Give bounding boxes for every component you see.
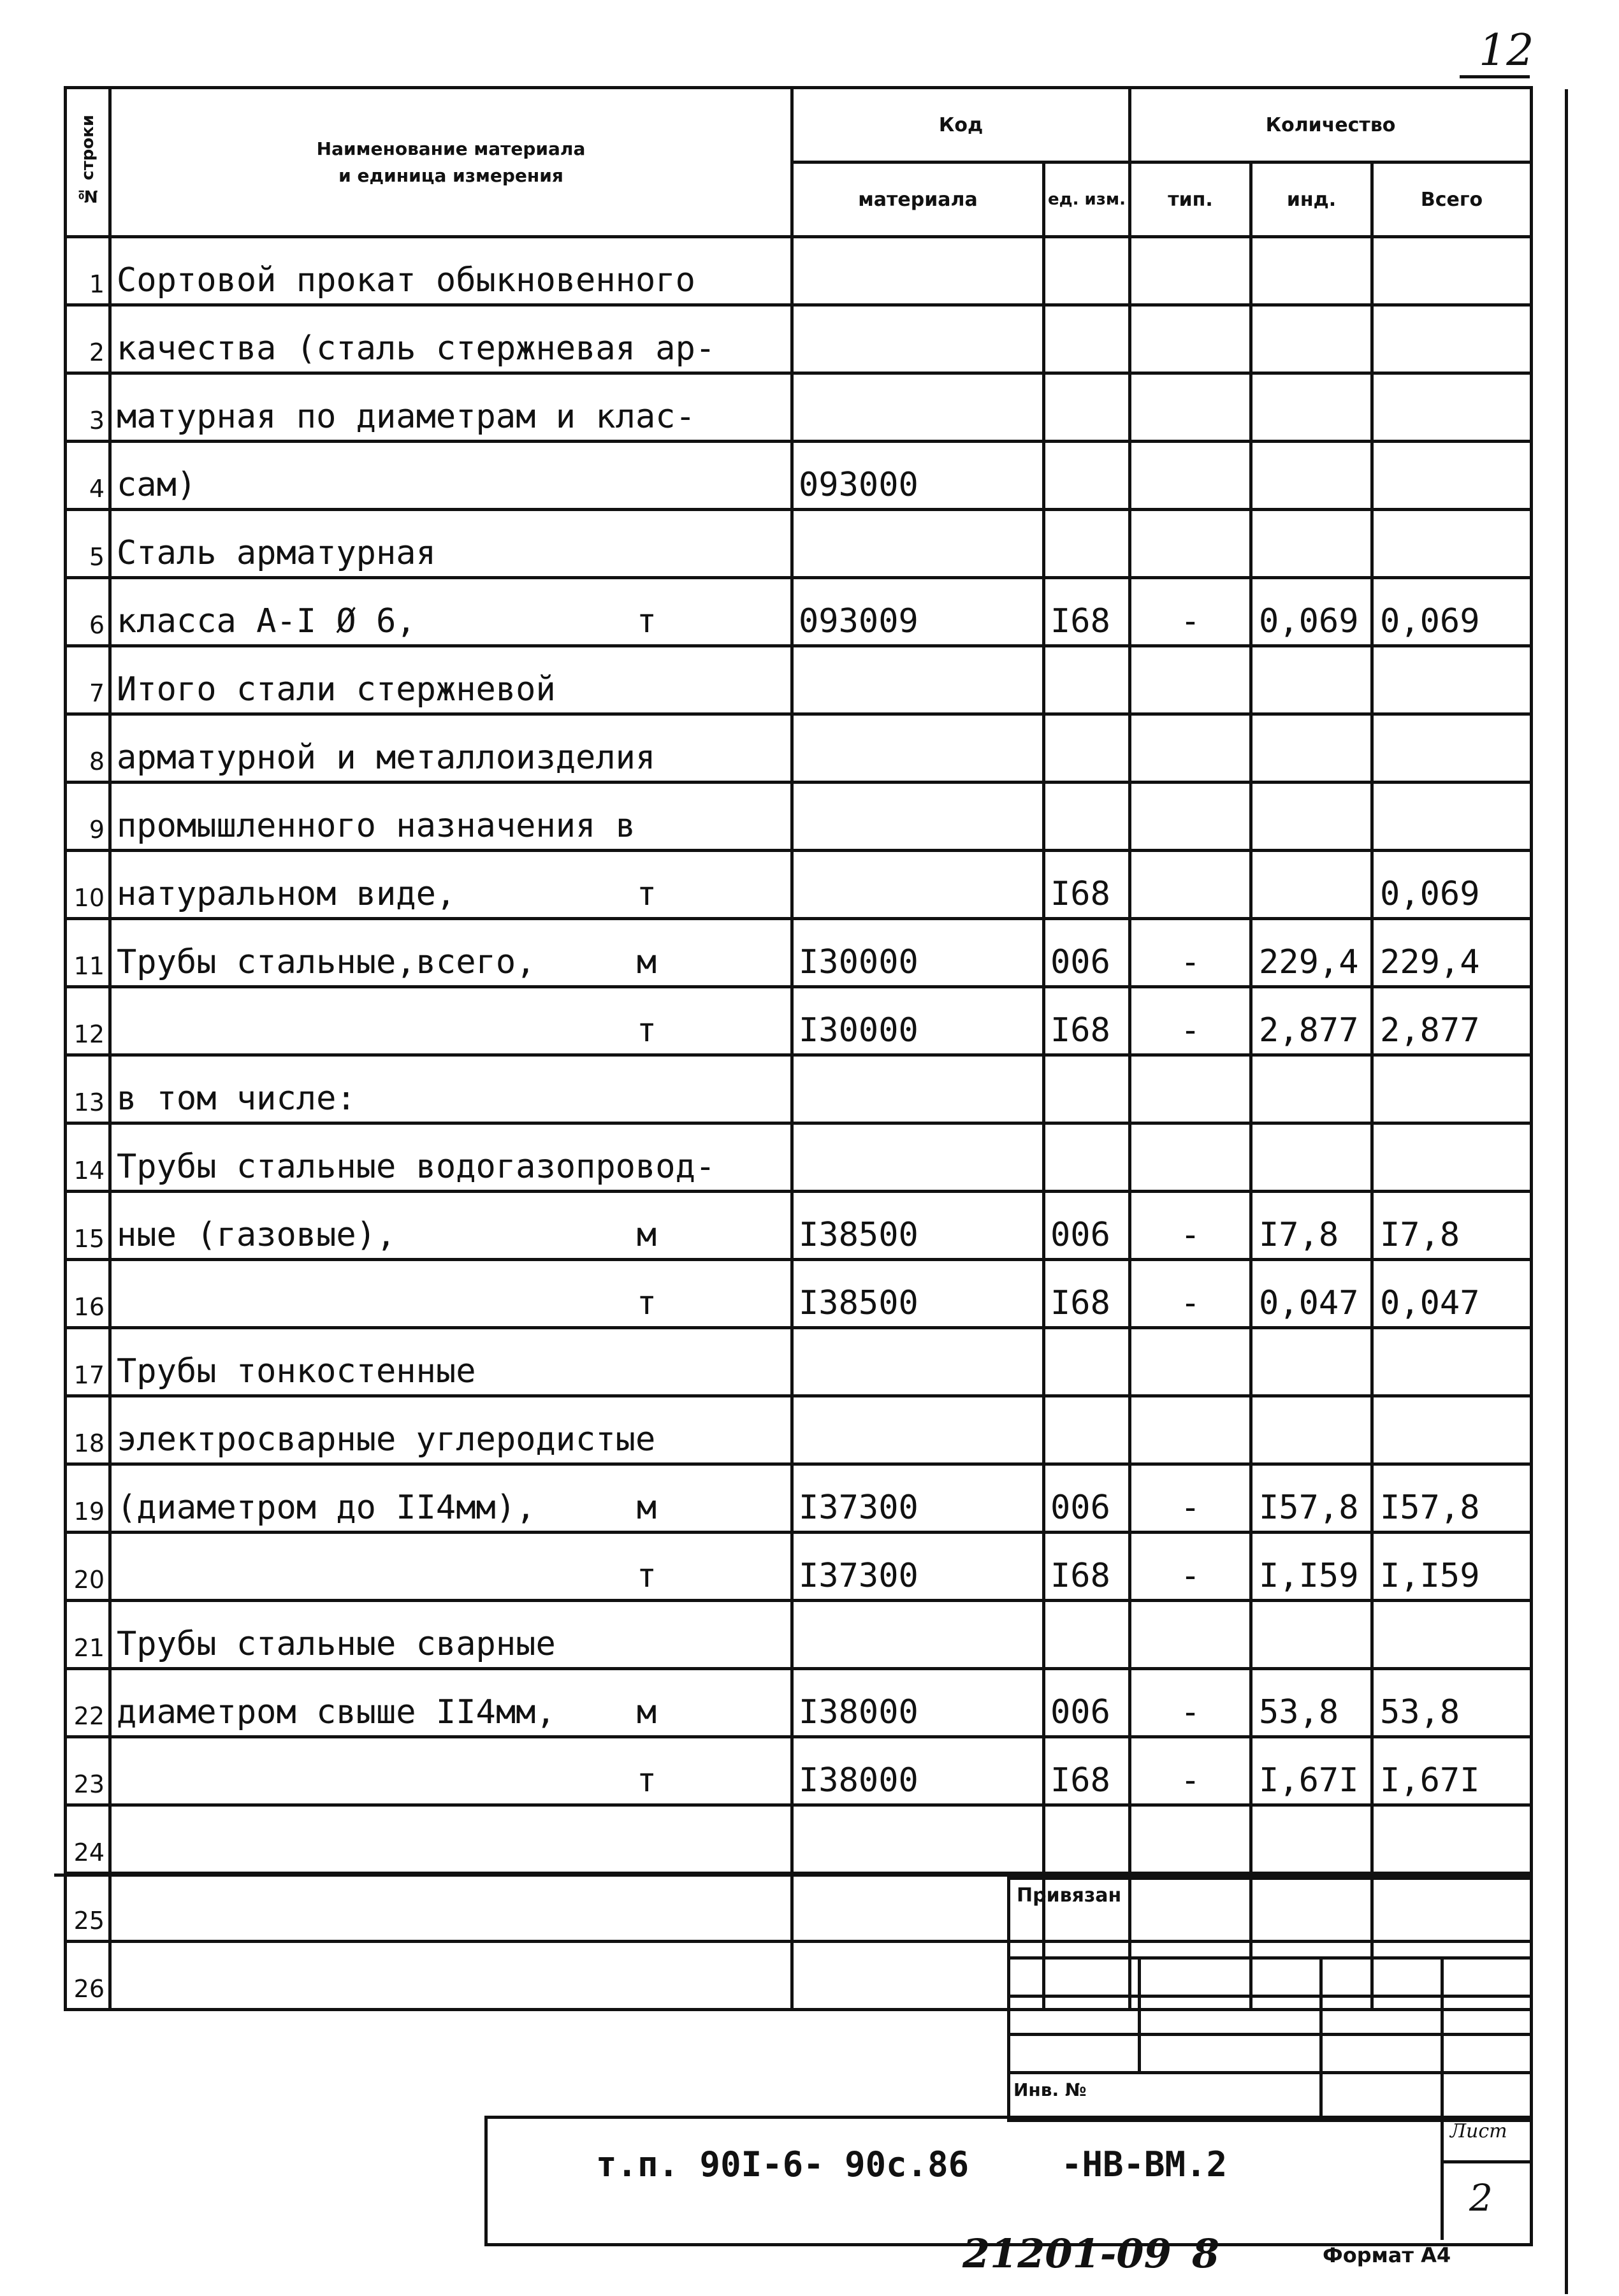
material-name-cell [110,1123,792,1192]
total-quantity-cell [1372,442,1532,510]
row-number-cell: 6 [66,578,110,646]
unit-of-measure: т [636,875,657,913]
material-code-cell [792,714,1044,783]
material-name-text: Трубы стальные водогазопровод- [117,1148,716,1186]
typ-quantity-cell [1130,442,1251,510]
row-number-cell: 17 [66,1328,110,1396]
material-code-cell [792,1055,1044,1123]
table-row [66,919,1532,987]
table-row [66,373,1532,442]
typ-quantity-cell: - [1130,1192,1251,1260]
material-code-cell [792,783,1044,851]
table-row [66,1192,1532,1260]
typ-quantity-cell: - [1130,578,1251,646]
row-number-cell: 5 [66,510,110,578]
sheet-label: Лист [1450,2120,1507,2142]
stamp-line [1007,1956,1530,1960]
table-body [66,237,1532,2010]
total-quantity-cell [1372,510,1532,578]
typ-quantity-cell: - [1130,1737,1251,1805]
header-col-total: Всего [1372,162,1532,237]
material-name-cell [110,1805,792,1874]
typ-quantity-cell: - [1130,919,1251,987]
stamp-vline [1319,1956,1323,2116]
sheet-divider [1441,2116,1444,2240]
total-quantity-cell: I,I59 [1372,1533,1532,1601]
total-quantity-cell [1372,1396,1532,1464]
unit-code-cell: 006 [1044,1192,1130,1260]
typ-quantity-cell [1130,1123,1251,1192]
inventory-number-label: Инв. № [1013,2079,1087,2100]
row-number-cell: 26 [66,1942,110,2010]
typ-quantity-cell [1130,510,1251,578]
material-name-cell [110,373,792,442]
unit-code-cell [1044,1328,1130,1396]
typ-quantity-cell [1130,237,1251,305]
material-code-cell [792,305,1044,373]
typ-quantity-cell [1130,646,1251,714]
row-number-cell: 10 [66,851,110,919]
material-name-cell [110,851,792,919]
materials-table [64,86,1533,2011]
material-code-cell: 093000 [792,442,1044,510]
header-name-line2: и единица измерения [338,164,563,186]
page-number-underline [1460,75,1530,78]
material-name-cell [110,1601,792,1669]
typ-quantity-cell [1130,1805,1251,1874]
stamp-vline [1138,1956,1141,2071]
ind-quantity-cell [1251,714,1372,783]
unit-of-measure: м [636,1216,657,1254]
ind-quantity-cell: I,I59 [1251,1533,1372,1601]
unit-code-cell [1044,1055,1130,1123]
material-name-cell [110,1669,792,1737]
material-code-cell: I37300 [792,1464,1044,1533]
row-number-cell: 14 [66,1123,110,1192]
header-col-material-code: материала [792,162,1044,237]
unit-code-cell [1044,1396,1130,1464]
ind-quantity-cell [1251,1601,1372,1669]
ind-quantity-cell: I,67I [1251,1737,1372,1805]
total-quantity-cell: I7,8 [1372,1192,1532,1260]
material-code-cell [792,237,1044,305]
stamp-line [1007,2033,1530,2036]
row-number-cell: 23 [66,1737,110,1805]
typ-quantity-cell [1130,1328,1251,1396]
row-number-cell: 15 [66,1192,110,1260]
row-number-cell: 25 [66,1874,110,1942]
header-col-unit: ед. изм. [1044,162,1130,237]
total-quantity-cell [1372,305,1532,373]
document-code: т.п. 90I-6- 90с.86 [596,2144,969,2184]
unit-of-measure: т [636,602,657,640]
material-code-cell: I38000 [792,1737,1044,1805]
total-quantity-cell: I,67I [1372,1737,1532,1805]
material-name-cell [110,714,792,783]
material-name-text: Сталь арматурная [117,534,436,572]
material-name-text: матурная по диаметрам и клас- [117,398,695,436]
header-row-top [66,88,1532,162]
table-row [66,646,1532,714]
unit-of-measure: м [636,943,657,981]
table-row [66,578,1532,646]
ind-quantity-cell [1251,851,1372,919]
ind-quantity-cell [1251,373,1372,442]
material-code-cell: I37300 [792,1533,1044,1601]
row-number-cell: 2 [66,305,110,373]
table-row [66,851,1532,919]
total-quantity-cell [1372,646,1532,714]
stamp-line [1007,2071,1530,2074]
total-quantity-cell [1372,1601,1532,1669]
material-code-cell [792,1123,1044,1192]
material-name-text: Сортовой прокат обыкновенного [117,261,695,300]
row-number-cell: 3 [66,373,110,442]
ind-quantity-cell: I57,8 [1251,1464,1372,1533]
row-number-cell: 7 [66,646,110,714]
material-name-text: класса А-I Ø 6, [117,602,416,640]
title-block [54,1874,1530,2220]
unit-code-cell: I68 [1044,1737,1130,1805]
total-quantity-cell [1372,783,1532,851]
table-row [66,1123,1532,1192]
archive-number: 8 [1192,2230,1220,2277]
material-name-cell [110,578,792,646]
material-name-cell [110,510,792,578]
material-name-cell [110,987,792,1055]
ind-quantity-cell [1251,1805,1372,1874]
header-material-name [110,88,792,237]
material-name-text: Итого стали стержневой [117,670,556,709]
material-name-text: промышленного назначения в [117,807,635,845]
table-row [66,1396,1532,1464]
unit-code-cell [1044,1601,1130,1669]
total-quantity-cell: 0,069 [1372,578,1532,646]
typ-quantity-cell: - [1130,1533,1251,1601]
unit-code-cell: I68 [1044,987,1130,1055]
unit-code-cell [1044,1805,1130,1874]
unit-code-cell: I68 [1044,1260,1130,1328]
ind-quantity-cell [1251,442,1372,510]
material-name-cell [110,305,792,373]
typ-quantity-cell [1130,1055,1251,1123]
unit-code-cell [1044,373,1130,442]
material-name-text: (диаметром до II4мм), [117,1489,536,1527]
ind-quantity-cell [1251,646,1372,714]
ind-quantity-cell [1251,1123,1372,1192]
row-number-cell: 18 [66,1396,110,1464]
format-label: Формат А4 [1323,2243,1451,2267]
material-code-cell: I30000 [792,919,1044,987]
table-row [66,1260,1532,1328]
material-name-text: в том числе: [117,1079,356,1118]
material-name-cell [110,1396,792,1464]
material-code-cell: 093009 [792,578,1044,646]
ind-quantity-cell: 0,069 [1251,578,1372,646]
material-name-cell [110,783,792,851]
row-number-cell: 16 [66,1260,110,1328]
typ-quantity-cell: - [1130,1669,1251,1737]
material-name-cell [110,1055,792,1123]
material-code-cell: I38500 [792,1192,1044,1260]
total-quantity-cell: 2,877 [1372,987,1532,1055]
material-name-cell [110,919,792,987]
material-name-cell [110,1328,792,1396]
total-quantity-cell: I57,8 [1372,1464,1532,1533]
ind-quantity-cell: 229,4 [1251,919,1372,987]
typ-quantity-cell [1130,305,1251,373]
material-name-cell [110,442,792,510]
material-name-cell [110,1464,792,1533]
row-number-cell: 19 [66,1464,110,1533]
unit-code-cell: I68 [1044,851,1130,919]
material-name-cell [110,1260,792,1328]
ind-quantity-cell [1251,1396,1372,1464]
table-row [66,1464,1532,1533]
ind-quantity-cell [1251,510,1372,578]
material-code-cell [792,510,1044,578]
material-code-cell [792,1805,1044,1874]
material-code-cell: I30000 [792,987,1044,1055]
table-row [66,305,1532,373]
row-number-cell: 12 [66,987,110,1055]
header-code-group: Код [792,88,1130,162]
header-row-number: № строки [66,88,110,237]
typ-quantity-cell: - [1130,1464,1251,1533]
total-quantity-cell [1372,1123,1532,1192]
table-row [66,714,1532,783]
table-row [66,237,1532,305]
total-quantity-cell: 53,8 [1372,1669,1532,1737]
typ-quantity-cell: - [1130,987,1251,1055]
material-code-cell [792,1396,1044,1464]
ind-quantity-cell: I7,8 [1251,1192,1372,1260]
row-number-cell: 20 [66,1533,110,1601]
right-border-rule [1565,89,1568,2294]
ind-quantity-cell: 2,877 [1251,987,1372,1055]
typ-quantity-cell [1130,1396,1251,1464]
total-quantity-cell [1372,1055,1532,1123]
unit-code-cell [1044,714,1130,783]
material-code-cell [792,1328,1044,1396]
table-row [66,1805,1532,1874]
ind-quantity-cell: 53,8 [1251,1669,1372,1737]
material-code-cell [792,373,1044,442]
row-number-cell: 11 [66,919,110,987]
material-code-cell: I38500 [792,1260,1044,1328]
header-col-ind: инд. [1251,162,1372,237]
row-number-cell: 13 [66,1055,110,1123]
material-name-text: ные (газовые), [117,1216,396,1254]
unit-code-cell [1044,442,1130,510]
total-quantity-cell: 229,4 [1372,919,1532,987]
table-row [66,1601,1532,1669]
unit-code-cell: 006 [1044,1669,1130,1737]
material-code-cell [792,851,1044,919]
total-quantity-cell [1372,1805,1532,1874]
typ-quantity-cell [1130,783,1251,851]
table-row [66,510,1532,578]
row-number-cell: 9 [66,783,110,851]
stamp-line [1007,1995,1530,1998]
table-row [66,1055,1532,1123]
row-number-cell: 22 [66,1669,110,1737]
typ-quantity-cell [1130,1601,1251,1669]
row-number-cell: 1 [66,237,110,305]
unit-of-measure: м [636,1693,657,1731]
material-name-cell [110,646,792,714]
unit-code-cell [1044,237,1130,305]
typ-quantity-cell [1130,373,1251,442]
material-name-text: арматурной и металлоизделия [117,739,656,777]
ind-quantity-cell [1251,783,1372,851]
unit-code-cell: 006 [1044,1464,1130,1533]
material-name-text: Трубы стальные сварные [117,1625,556,1663]
header-quantity-group: Количество [1130,88,1532,162]
material-name-text: качества (сталь стержневая ар- [117,329,716,368]
page-number: 12 [1479,25,1534,76]
ind-quantity-cell [1251,1328,1372,1396]
material-name-text: Трубы стальные,всего, [117,943,536,981]
material-name-cell [110,1192,792,1260]
unit-code-cell [1044,783,1130,851]
row-number-cell: 8 [66,714,110,783]
unit-of-measure: т [636,1557,657,1595]
table-row [66,1533,1532,1601]
material-code-cell: I38000 [792,1669,1044,1737]
material-code-cell [792,646,1044,714]
material-name-text: электросварные углеродистые [117,1420,656,1459]
row-number-cell: 24 [66,1805,110,1874]
unit-of-measure: т [636,1011,657,1050]
header-col-typ: тип. [1130,162,1251,237]
document-suffix: -НВ-ВМ.2 [1061,2144,1228,2184]
ind-quantity-cell [1251,237,1372,305]
table-row [66,1737,1532,1805]
total-quantity-cell: 0,047 [1372,1260,1532,1328]
sheet-number: 2 [1469,2176,1493,2220]
unit-code-cell [1044,1123,1130,1192]
table-row [66,1328,1532,1396]
unit-code-cell: 006 [1044,919,1130,987]
unit-code-cell: I68 [1044,578,1130,646]
privyazan-label: Привязан [1017,1884,1122,1907]
unit-of-measure: т [636,1761,657,1800]
ind-quantity-cell: 0,047 [1251,1260,1372,1328]
table-row [66,442,1532,510]
typ-quantity-cell [1130,851,1251,919]
total-quantity-cell [1372,237,1532,305]
unit-code-cell [1044,305,1130,373]
unit-code-cell: I68 [1044,1533,1130,1601]
typ-quantity-cell [1130,714,1251,783]
material-name-text: натуральном виде, [117,875,456,913]
unit-of-measure: т [636,1284,657,1322]
row-number-cell: 21 [66,1601,110,1669]
material-name-cell [110,1737,792,1805]
table-row [66,987,1532,1055]
total-quantity-cell [1372,714,1532,783]
table-row [66,1669,1532,1737]
material-name-text: диаметром свыше II4мм, [117,1693,556,1731]
total-quantity-cell [1372,1328,1532,1396]
material-code-cell [792,1601,1044,1669]
unit-code-cell [1044,646,1130,714]
sheet-divider-h [1441,2160,1530,2163]
material-name-cell [110,237,792,305]
material-name-text: Трубы тонкостенные [117,1352,476,1390]
table-row [66,783,1532,851]
header-name-line1: Наименование материала [316,138,586,159]
unit-code-cell [1044,510,1130,578]
ind-quantity-cell [1251,305,1372,373]
ind-quantity-cell [1251,1055,1372,1123]
material-name-text: сам) [117,466,197,504]
total-quantity-cell [1372,373,1532,442]
unit-of-measure: м [636,1489,657,1527]
archive-code: 21201-09 [962,2230,1172,2277]
typ-quantity-cell: - [1130,1260,1251,1328]
row-number-cell: 4 [66,442,110,510]
total-quantity-cell: 0,069 [1372,851,1532,919]
material-name-cell [110,1533,792,1601]
stamp-vline [1441,1956,1444,2116]
